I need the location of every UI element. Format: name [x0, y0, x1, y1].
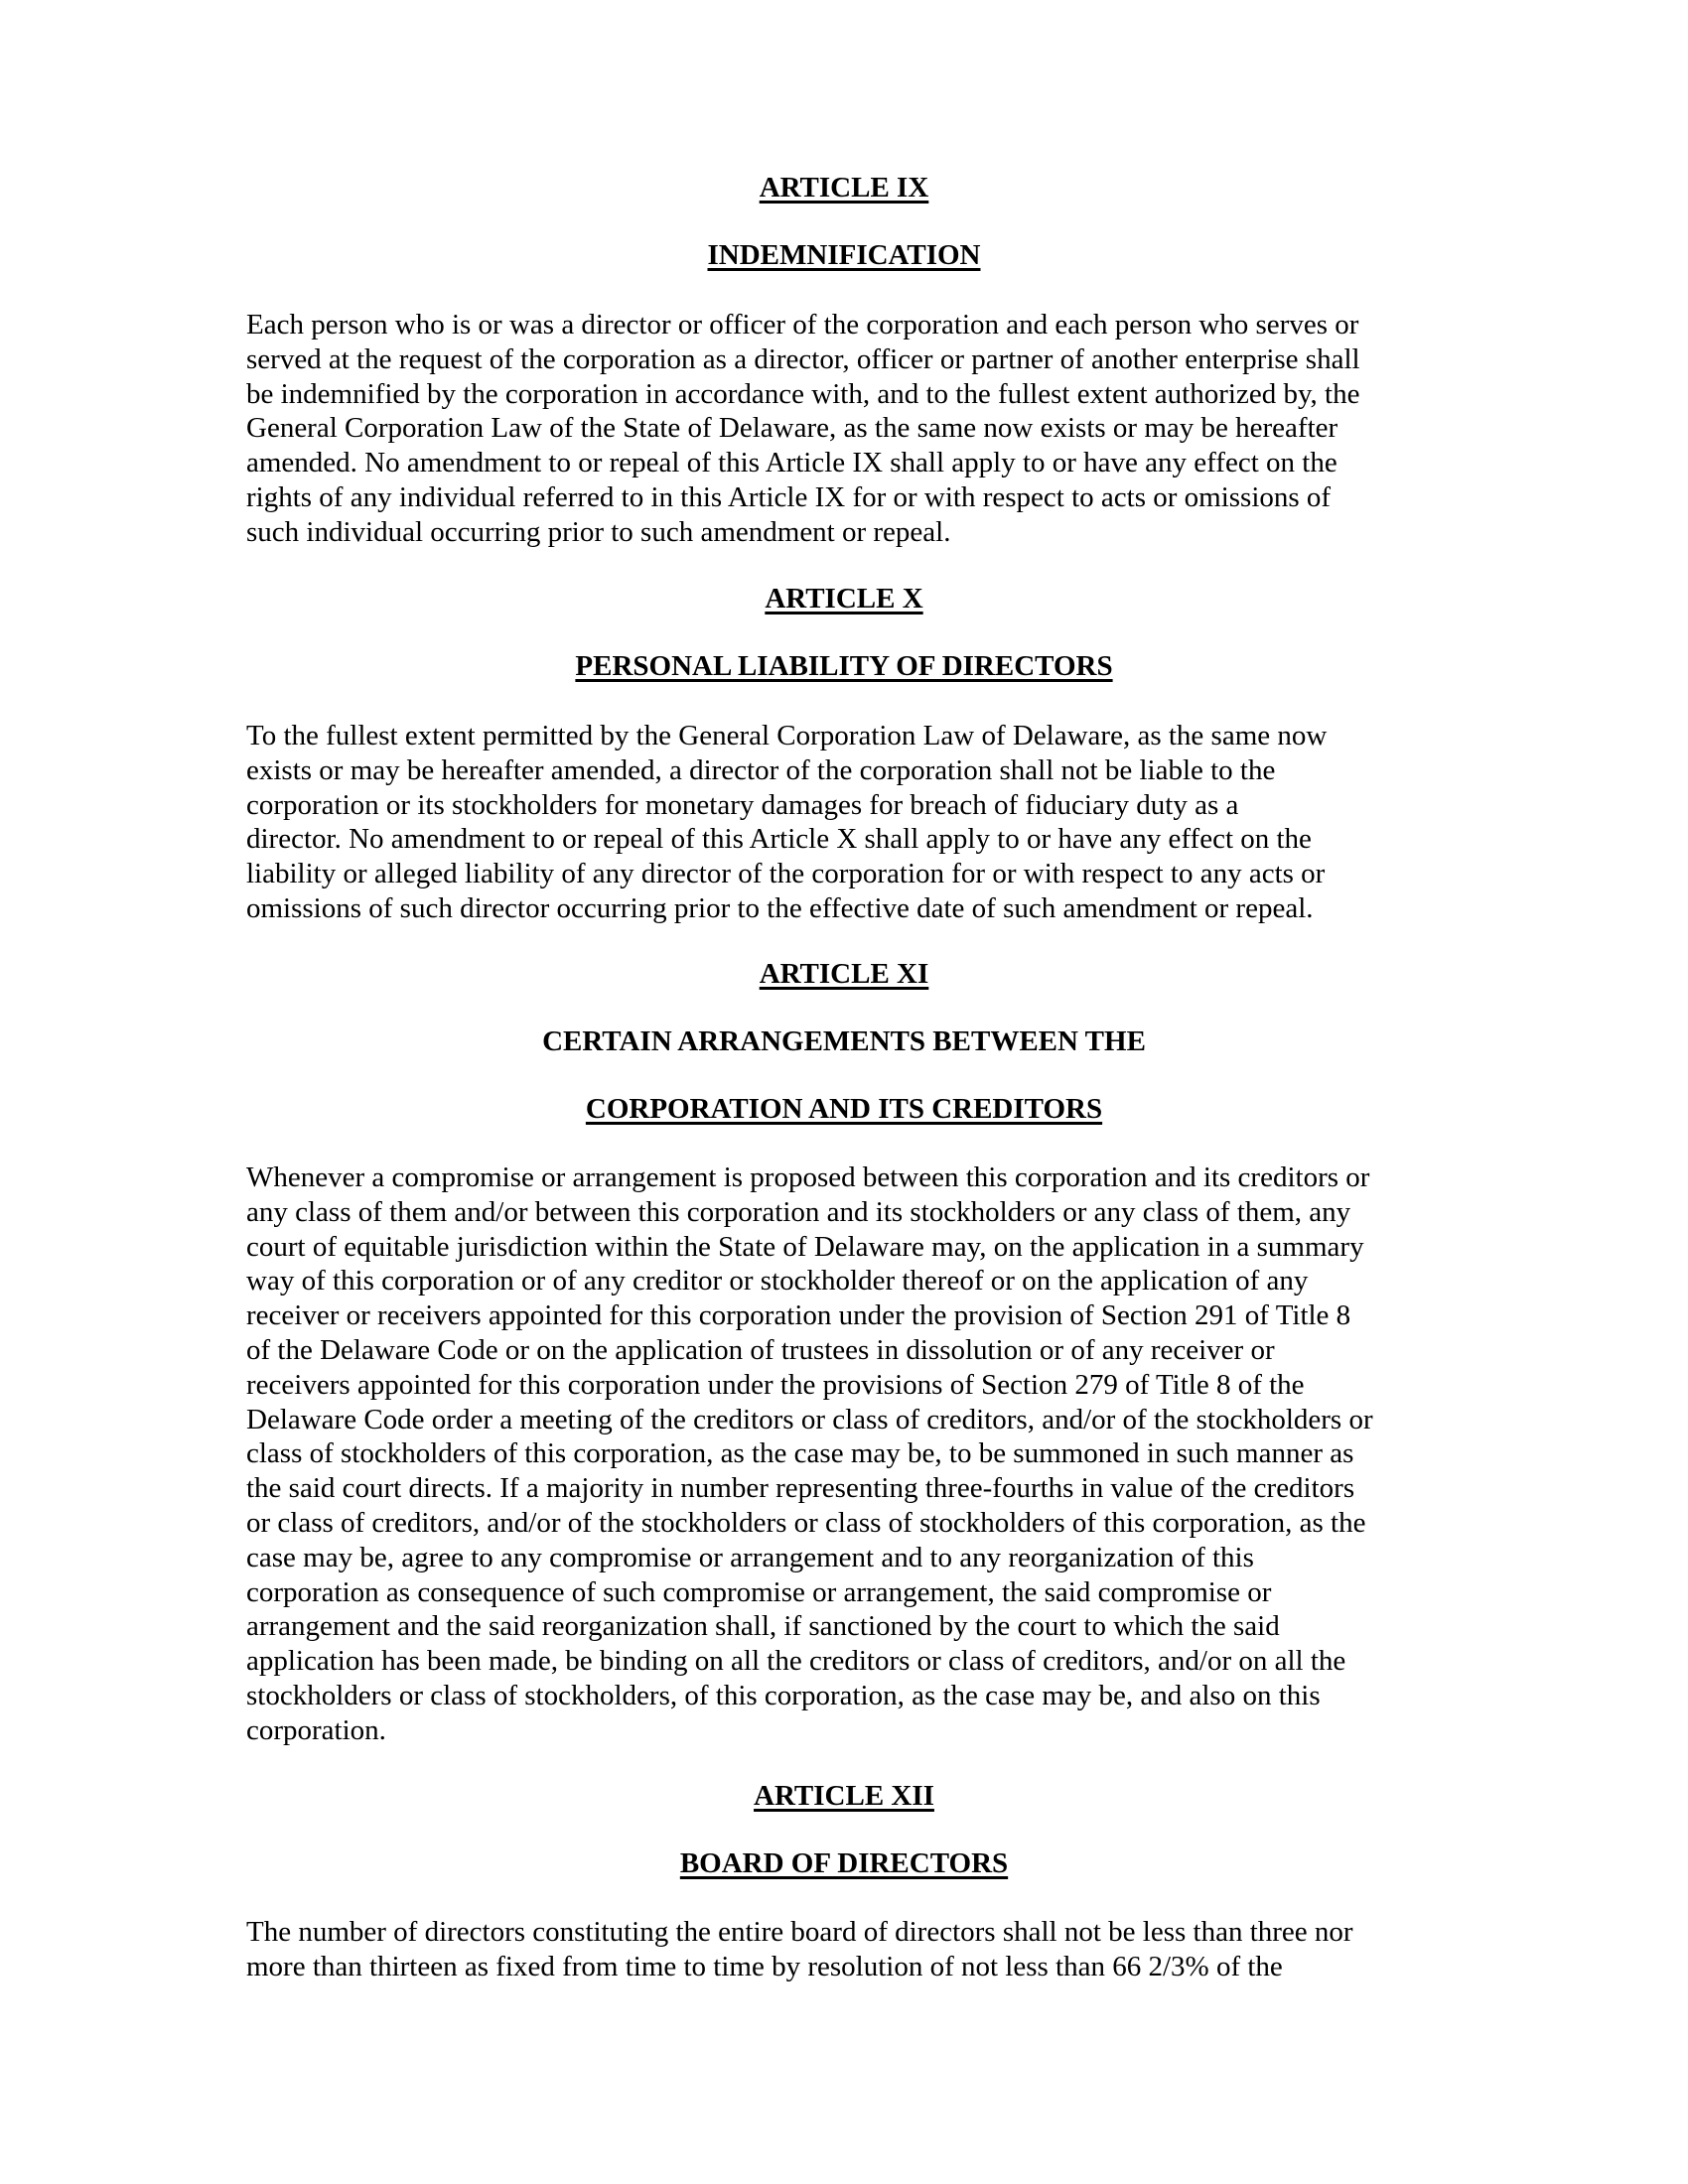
body-line: court of equitable jurisdiction within the State of Delaware may, on the application in a summary	[246, 1230, 1364, 1263]
body-line: General Corporation Law of the State of Delaware, as the same now exists or may be hereafter	[246, 412, 1338, 445]
body-line: of the Delaware Code or on the application of trustees in dissolution or of any receiver or	[246, 1333, 1275, 1366]
body-line: rights of any individual referred to in this Article IX for or with respect to acts or omissions of	[246, 480, 1332, 513]
body-line: director. No amendment to or repeal of this Article X shall apply to or have any effect on the	[246, 823, 1312, 856]
body-line: exists or may be hereafter amended, a director of the corporation shall not be liable to the	[246, 753, 1276, 786]
body-line: receiver or receivers appointed for this corporation under the provision of Section 291 of Title 8	[246, 1299, 1351, 1332]
body-line: amended. No amendment to or repeal of this Article IX shall apply to or have any effect on the	[246, 447, 1337, 479]
body-line: The number of directors constituting the entire board of directors shall not be less than three nor	[246, 1916, 1353, 1948]
body-line: Whenever a compromise or arrangement is proposed between this corporation and its creditors or	[246, 1161, 1370, 1193]
body-line: class of stockholders of this corporation, as the case may be, to be summoned in such manner as	[246, 1437, 1354, 1470]
body-line: corporation as consequence of such compromise or arrangement, the said compromise or	[246, 1575, 1272, 1608]
body-line: corporation or its stockholders for monetary damages for breach of fiduciary duty as a	[246, 788, 1239, 821]
body-line: receivers appointed for this corporation under the provisions of Section 279 of Title 8 of the	[246, 1368, 1305, 1401]
article-title-line: CERTAIN ARRANGEMENTS BETWEEN THE	[542, 1025, 1146, 1057]
body-line: the said court directs. If a majority in number representing three-fourths in value of the creditors	[246, 1472, 1355, 1505]
body-line: be indemnified by the corporation in accordance with, and to the fullest extent authorized by, the	[246, 377, 1360, 410]
body-line: more than thirteen as fixed from time to time by resolution of not less than 66 2/3% of the	[246, 1950, 1283, 1982]
body-line: corporation.	[246, 1713, 386, 1746]
body-line: or class of creditors, and/or of the stockholders or class of stockholders of this corporation, as the	[246, 1506, 1366, 1539]
article-heading: ARTICLE XI	[759, 958, 929, 990]
body-line: To the fullest extent permitted by the General Corporation Law of Delaware, as the same now	[246, 720, 1328, 751]
article-title: PERSONAL LIABILITY OF DIRECTORS	[575, 650, 1113, 682]
body-line: omissions of such director occurring prior to the effective date of such amendment or repeal.	[246, 891, 1314, 924]
article-heading: ARTICLE XII	[754, 1780, 934, 1812]
body-line: served at the request of the corporation as a director, officer or partner of another enterprise shall	[246, 342, 1360, 375]
article-heading: ARTICLE IX	[759, 172, 929, 204]
article-title: INDEMNIFICATION	[707, 239, 981, 271]
body-line: application has been made, be binding on all the creditors or class of creditors, and/or on all the	[246, 1645, 1346, 1678]
body-line: Each person who is or was a director or officer of the corporation and each person who serves or	[246, 309, 1359, 341]
body-line: liability or alleged liability of any director of the corporation for or with respect to any acts or	[246, 858, 1326, 890]
body-line: case may be, agree to any compromise or arrangement and to any reorganization of this	[246, 1541, 1254, 1573]
body-line: arrangement and the said reorganization shall, if sanctioned by the court to which the said	[246, 1610, 1280, 1643]
article-body	[246, 1160, 1438, 1748]
article-title-line: CORPORATION AND ITS CREDITORS	[585, 1093, 1103, 1125]
body-line: stockholders or class of stockholders, of this corporation, as the case may be, and also on this	[246, 1679, 1321, 1711]
article-body	[246, 1915, 1438, 1984]
article-body	[246, 719, 1438, 926]
body-line: such individual occurring prior to such amendment or repeal.	[246, 515, 951, 548]
article-title: BOARD OF DIRECTORS	[679, 1847, 1009, 1879]
article-body	[246, 308, 1438, 550]
body-line: Delaware Code order a meeting of the creditors or class of creditors, and/or of the stockholders or	[246, 1403, 1373, 1435]
article-heading: ARTICLE X	[765, 583, 923, 614]
body-line: way of this corporation or of any creditor or stockholder thereof or on the application of any	[246, 1265, 1309, 1297]
body-line: any class of them and/or between this corporation and its stockholders or any class of them, any	[246, 1195, 1351, 1228]
